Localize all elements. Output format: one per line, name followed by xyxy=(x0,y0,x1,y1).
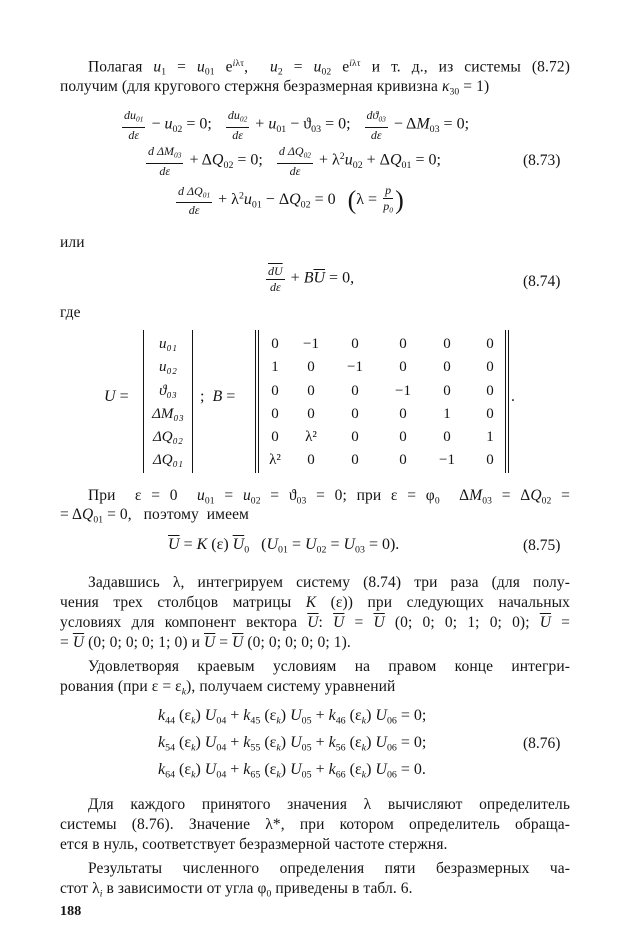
matrix-cell: −1 xyxy=(347,359,363,375)
matrix-cell: 0 xyxy=(351,406,359,422)
vector-right-bracket xyxy=(192,330,193,473)
matrix-cell: 0 xyxy=(351,452,359,468)
equation-8-76-line-3: $k_{64}$ $(\varepsilon_k) U_{04} + k_{65}$ $(\varepsilon_k) U_{05} + k_{66}$ $(\varepsilon_k) U_{06} = 0$. xyxy=(158,761,426,781)
matrix-right-bracket xyxy=(505,330,506,473)
equation-8-76-line-1: $k_{44}$ $(\varepsilon_k) U_{04} + k_{45}$ $(\varepsilon_k) U_{05} + k_{46}$ $(\varepsilon_k) U_{06} = 0$; xyxy=(158,707,427,727)
matrix-cell: 0 xyxy=(307,359,315,375)
paragraph-6-line-1: Результаты численного определения пяти безразмерных ча- xyxy=(88,860,570,877)
matrix-cell: −1 xyxy=(395,383,411,399)
paragraph-3-line-3: условиях для компонент вектора $\overline{U}$: $\overline{U} = \overline{U}$ (0; 0; 0; 1; 0; 0); $\overline{U}$ = xyxy=(60,614,570,631)
matrix-cell: 0 xyxy=(399,429,407,445)
equation-number-8-73: (8.73) xyxy=(523,152,561,169)
paragraph-2-line-2: = $\Delta Q_{01} = 0$, поэтому имеем xyxy=(60,506,249,526)
vector-U-label: U = xyxy=(104,388,129,405)
matrix-cell: 0 xyxy=(443,383,451,399)
equation-8-73-line-1: $\frac{du_{01}}{d\varepsilon}$ − $u_{02} = 0$; $\frac{du_{02}}{d\varepsilon}$ + $u_{01} - ϑ_{03} = 0$; $\frac{dϑ_{03}}{d\varepsilon}$ − $\Delta M_{03} = 0$; xyxy=(124,108,470,142)
equation-8-75: $\overline{U} = K$ (ε) $\overline{U}_0$ $(U_{01} = U_{02} = U_{03} = 0)$. xyxy=(168,536,400,556)
matrix-cell: 0 xyxy=(399,359,407,375)
paragraph-6-line-2: стот $\lambda_i$ в зависимости от угла $\varphi_0$ приведены в табл. 6. xyxy=(60,880,413,900)
matrix-cell: λ² xyxy=(305,429,317,445)
paragraph-2-line-1: При ε = 0 $u_{01} = u_{02} = ϑ_{03} = 0$; при $\varepsilon = \varphi_0$ $\Delta M_{03} = \Delta Q_{02}$ = xyxy=(88,487,570,507)
matrix-cell: 0 xyxy=(271,429,279,445)
matrix-cell: 0 xyxy=(399,336,407,352)
matrix-cell: 1 xyxy=(486,429,494,445)
paragraph-3-line-2: чения трех столбцов матрицы K (ε)) при следующих начальных xyxy=(60,594,570,611)
matrix-cell: 0 xyxy=(399,406,407,422)
matrix-cell: 1 xyxy=(271,359,279,375)
matrix-cell: 0 xyxy=(271,406,279,422)
vector-entry: u₀₁ xyxy=(159,336,177,352)
matrix-cell: 0 xyxy=(486,383,494,399)
equation-number-8-75: (8.75) xyxy=(523,537,561,554)
matrix-cell: 0 xyxy=(271,383,279,399)
page-number: 188 xyxy=(60,904,82,919)
paragraph-5-line-2: системы (8.76). Значение λ*, при котором определитель обраща- xyxy=(60,816,570,833)
paragraph-5-line-3: ется в нуль, соответствует безразмерной частоте стержня. xyxy=(60,836,448,853)
matrix-cell: 1 xyxy=(443,406,451,422)
matrix-cell: −1 xyxy=(439,452,455,468)
paragraph-5-line-1: Для каждого принятого значения λ вычисляют определитель xyxy=(88,796,570,813)
vector-entry: ΔQ₀₂ xyxy=(152,429,184,445)
matrix-cell: 0 xyxy=(307,406,315,422)
matrix-cell: 0 xyxy=(351,429,359,445)
equation-8-76-line-2: $k_{54}$ $(\varepsilon_k) U_{04} + k_{55}$ $(\varepsilon_k) U_{05} + k_{56}$ $(\varepsilon_k) U_{06} = 0$; xyxy=(158,734,427,754)
matrix-cell: 0 xyxy=(307,383,315,399)
matrix-cell: 0 xyxy=(486,359,494,375)
matrix-cell: λ² xyxy=(269,452,281,468)
matrix-right-bracket-inner xyxy=(508,330,509,473)
matrix-B-label: ; B = xyxy=(200,388,236,405)
paragraph-1-line-1: Полагая $u_1 = u_{01}$ $e^{i\lambda\tau}$, $u_2 = u_{02}$ $e^{i\lambda\tau}$ и т. д., из системы (8.72) xyxy=(88,58,570,78)
word-ili: или xyxy=(60,234,85,251)
vector-entry: ϑ₀₃ xyxy=(159,383,177,399)
matrix-left-bracket xyxy=(255,330,256,473)
matrix-cell: 0 xyxy=(443,359,451,375)
equation-number-8-74: (8.74) xyxy=(523,273,561,290)
matrix-trailing-dot: . xyxy=(511,388,515,405)
vector-entry: ΔQ₀₁ xyxy=(152,452,184,468)
matrix-cell: −1 xyxy=(303,336,319,352)
equation-number-8-76: (8.76) xyxy=(523,735,561,752)
matrix-cell: 0 xyxy=(351,383,359,399)
word-gde: где xyxy=(60,304,81,321)
matrix-cell: 0 xyxy=(443,336,451,352)
vector-entry: ΔM₀₃ xyxy=(152,406,184,422)
paragraph-4-line-1: Удовлетворяя краевым условиям на правом конце интегри- xyxy=(88,658,570,675)
matrix-cell: 0 xyxy=(486,336,494,352)
paragraph-3-line-1: Задавшись λ, интегрируем систему (8.74) три раза (для полу- xyxy=(88,574,570,591)
matrix-cell: 0 xyxy=(351,336,359,352)
matrix-cell: 0 xyxy=(307,452,315,468)
equation-8-74: $\frac{\overline{dU}}{d\varepsilon}$ + $B\overline{U} = 0$, xyxy=(268,264,355,294)
matrix-cell: 0 xyxy=(271,336,279,352)
equation-8-73-line-2: $\frac{d \Delta M_{03}}{d\varepsilon}$ + $\Delta Q_{02} = 0$; $\frac{d \Delta Q_{02}}{d\varepsilon}$ + $\lambda^2u_{02} + \Delta Q_{01} = 0$; xyxy=(148,144,441,178)
paragraph-1-line-2: получим (для кругового стержня безразмерная кривизна $\kappa_{30} = 1$) xyxy=(60,78,490,98)
equation-8-73-line-3: $\frac{d \Delta Q_{01}}{d\varepsilon}$ + $\lambda^2u_{01} - \Delta Q_{02} = 0$ (λ = $\frac{p}{p_0}$ ) xyxy=(178,183,404,218)
paragraph-4-line-2: рования (при $\varepsilon = \varepsilon_k$), получаем систему уравнений xyxy=(60,678,396,698)
matrix-cell: 0 xyxy=(443,429,451,445)
paragraph-3-line-4: = $\overline{U}$ (0; 0; 0; 0; 1; 0) и $\overline{U} = \overline{U}$ (0; 0; 0; 0; 0; 1). xyxy=(60,634,351,651)
matrix-cell: 0 xyxy=(399,452,407,468)
matrix-cell: 0 xyxy=(486,452,494,468)
vector-entry: u₀₂ xyxy=(159,359,177,375)
matrix-cell: 0 xyxy=(486,406,494,422)
